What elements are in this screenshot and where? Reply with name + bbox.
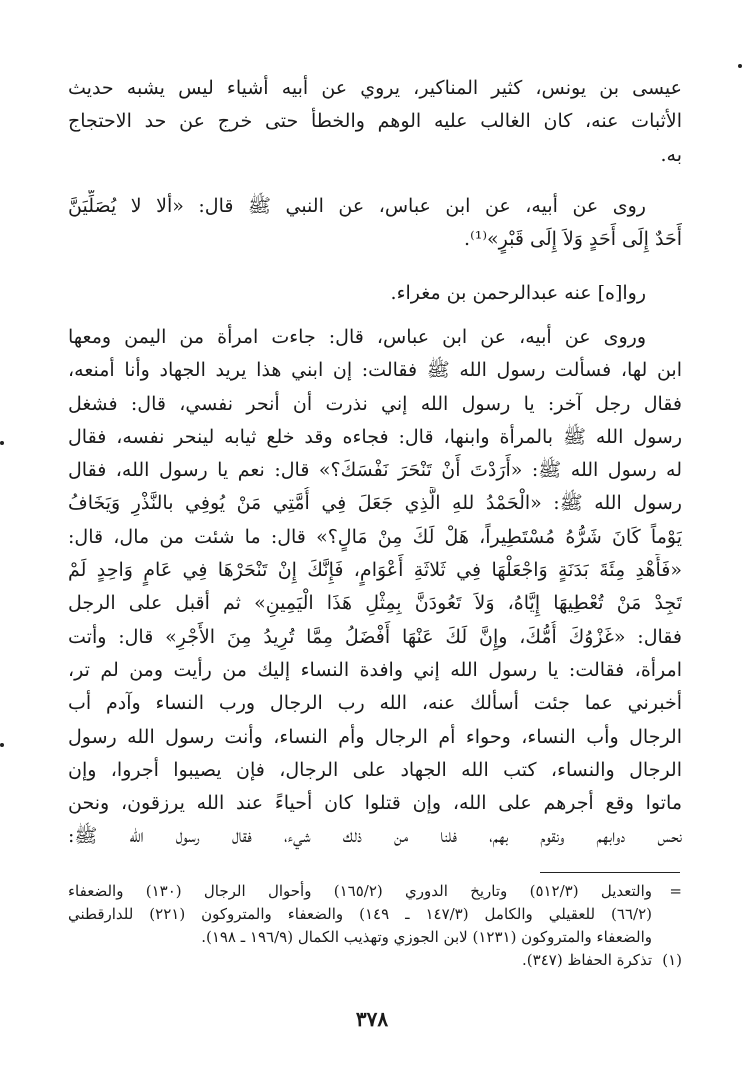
text-line: روا[ه] عنه عبدالرحمن بن مغراء. <box>390 282 646 304</box>
footnote-line: والضعفاء والمتروكون (١٢٣١) لابن الجوزي وتهذيب الكمال (١٩٦/٩ ـ ١٩٨). <box>201 928 652 946</box>
footnote-marker: = <box>669 882 682 900</box>
footnote-line: (٦٦/٢) للعقيلي والكامل (١٤٧/٣ ـ ١٤٩) والضعفاء والمتروكون (٢٢١) للدارقطني <box>68 905 652 923</box>
scan-mark <box>0 743 4 747</box>
text-line: أخبرني عما جئت أسألك عنه، الله رب الرجال ورب النساء وآدم أب <box>68 692 682 715</box>
text-line: روى عن أبيه، عن ابن عباس، عن النبي ﷺ قال: «ألا لا يُصَلِّيَنَّ <box>68 195 646 217</box>
text-line: تَجِدْ مَنْ تُعْطِيهَا إِيَّاهُ، وَلاَ تَعُودَنَّ بِمِثْلِ هَذَا الْيَمِينِ» ثم أقبل على الرجل <box>68 592 682 615</box>
footnote-1 <box>68 949 682 972</box>
paragraph-vow-hadith <box>68 321 682 854</box>
text-line: عيسى بن يونس، كثير المناكير، يروي عن أبيه أشياء ليس يشبه حديث <box>68 77 682 99</box>
scan-mark <box>0 441 4 445</box>
footnote-line: والتعديل (٥١٢/٣) وتاريخ الدوري (١٦٥/٢) وأحوال الرجال (١٣٠) والضعفاء <box>68 882 652 900</box>
text-line: «فَأَهْدِ مِئَةَ بَدَنَةٍ وَاجْعَلْهَا فِي ثَلاثَةِ أَعْوَامٍ، فَإِنَّكَ إِنْ تَنْحَرْهَا فِي عَامٍ وَاحِدٍ لَمْ <box>68 559 682 582</box>
page-number: ٣٧٨ <box>355 1007 389 1031</box>
footnote-divider <box>540 872 680 873</box>
text-line: الأثبات عنه، كان الغالب عليه الوهم والخطأ حتى خرج عن حد الاحتجاج <box>68 110 682 133</box>
text-line: فقال رجل آخر: يا رسول الله إني نذرت أن أنحر نفسي، قال: فشغل <box>68 392 682 415</box>
footnotes <box>68 880 682 972</box>
text-line: فقال: «غَزْوُكَ أُمُّكَ، وإِنَّ لَكَ عَنْهَا أَفْضَلُ مِمَّا تُرِيدُ مِنَ الأَجْرِ» قال: وأتت <box>68 625 682 648</box>
footnote-text: تذكرة الحفاظ (٣٤٧). <box>522 951 652 969</box>
text-line: له رسول الله ﷺ: «أَرَدْتَ أَنْ تَنْحَرَ نَفْسَكَ؟» قال: نعم يا رسول الله، فقال <box>68 459 682 482</box>
text-line: الرجال وأب النساء، وحواء أم الرجال وأم النساء، وأنت رسول الله رسول <box>68 725 682 748</box>
footnote-marker: (١) <box>662 951 682 969</box>
footnote-continuation <box>68 880 682 949</box>
paragraph-narrator-note <box>68 277 682 310</box>
text-line: ابن لها، فسألت رسول الله ﷺ فقالت: إن ابني هذا يريد الجهاد وأنا أمنعه، <box>68 359 682 382</box>
text-line: أَحَدٌ إِلَى أَحَدٍ وَلاَ إِلَى قَبْرٍ»⁽¹⁾. <box>464 228 682 251</box>
text-line: نحس دوابهم ونقوم بهم، فلنا من ذلك شيء، فقال رسول الله ﷺ: <box>68 825 682 848</box>
text-line: امرأة، فقالت: يا رسول الله إني وافدة النساء إليك من رأيت ومن لم تر، <box>68 658 682 681</box>
text-line: به. <box>660 143 682 166</box>
text-line: وروى عن أبيه، عن ابن عباس، قال: جاءت امرأة من اليمن ومعها <box>68 326 646 348</box>
paragraph-isa-ibn-yunus <box>68 72 682 172</box>
text-line: يَوْماً كَانَ شَرُّهُ مُسْتَطِيراً، هَلْ لَكَ مِنْ مَالٍ؟» قال: ما شئت من مال، قال: <box>68 525 682 548</box>
text-line: ماتوا وقع أجرهم على الله، وإن قتلوا كان أحياءً عند الله يرزقون، ونحن <box>68 792 682 815</box>
text-line: الرجال والنساء، كتب الله الجهاد على الرجال، فإن يصيبوا أجروا، وإن <box>68 758 682 781</box>
scan-mark <box>738 64 742 68</box>
text-line: رسول الله ﷺ بالمرأة وابنها، قال: فجاءه وقد خلع ثيابه لينحر نفسه، فقال <box>68 425 682 448</box>
paragraph-prayer-hadith <box>68 190 682 257</box>
text-line: رسول الله ﷺ: «الْحَمْدُ للهِ الَّذِي جَعَلَ فِي أُمَّتِي مَنْ يُوفِي بالنَّذْرِ وَيَخَافُ <box>68 492 682 515</box>
